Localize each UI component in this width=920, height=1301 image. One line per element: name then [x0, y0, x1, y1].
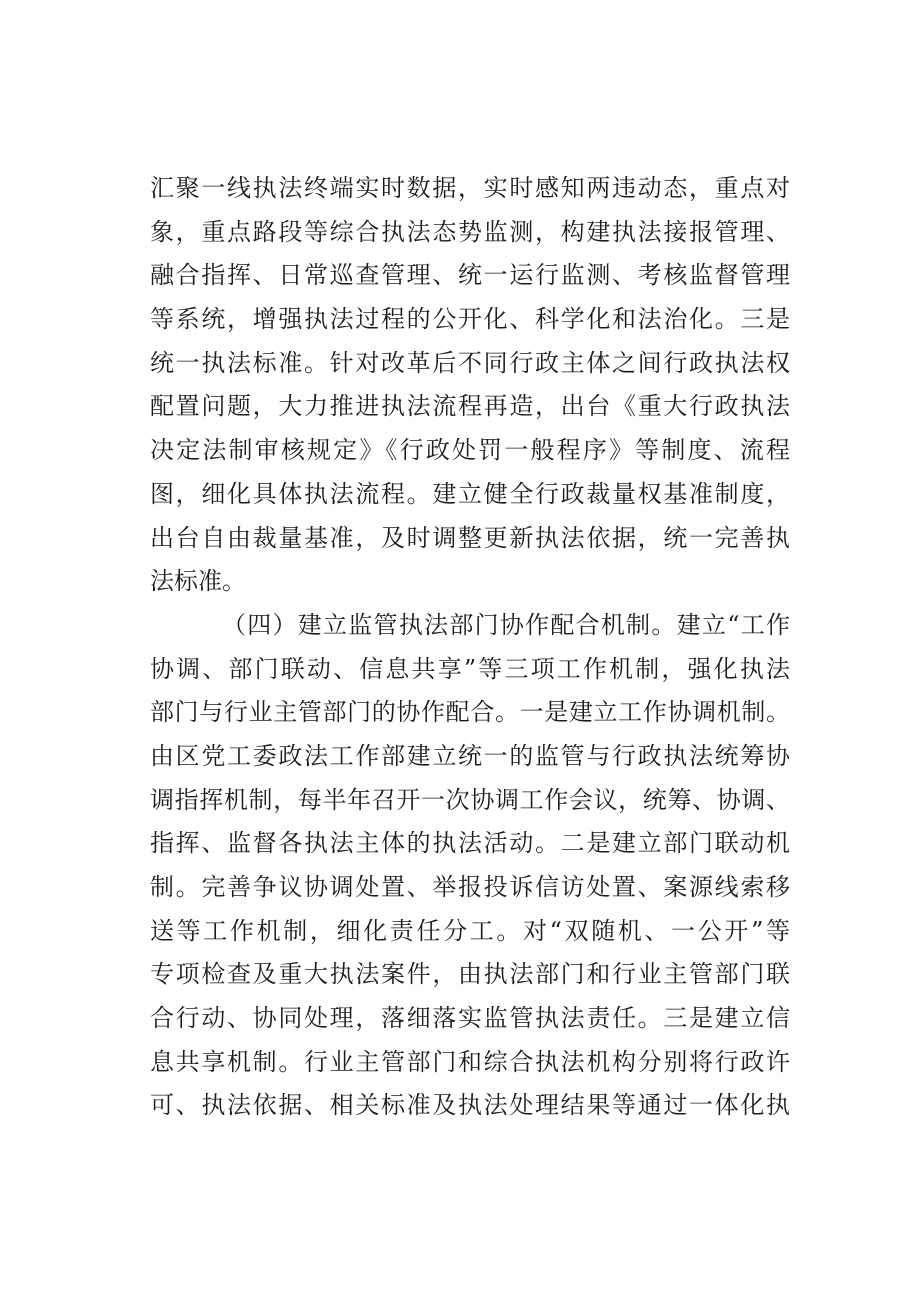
text-line: 融合指挥、日常巡查管理、统一运行监测、考核监督管理: [150, 261, 790, 290]
text-line: 法标准。: [150, 567, 246, 596]
text-line: 象，重点路段等综合执法态势监测，构建执法接报管理、: [150, 217, 790, 246]
text-line: 部门与行业主管部门的协作配合。一是建立工作协调机制。: [150, 698, 790, 727]
document-body: [150, 167, 790, 1128]
text-line: 配置问题，大力推进执法流程再造，出台《重大行政执法: [150, 392, 790, 421]
text-line: 送等工作机制，细化责任分工。对“双随机、一公开”等: [150, 916, 790, 945]
paragraph-coordination-mechanism: [150, 604, 790, 1128]
text-line: 图，细化具体执法流程。建立健全行政裁量权基准制度，: [150, 479, 790, 508]
text-line: （四）建立监管执法部门协作配合机制。建立“工作: [222, 610, 790, 639]
text-line: 协调、部门联动、信息共享”等三项工作机制，强化执法: [150, 654, 790, 683]
text-line: 调指挥机制，每半年召开一次协调工作会议，统筹、协调、: [150, 785, 790, 814]
text-line: 息共享机制。行业主管部门和综合执法机构分别将行政许: [150, 1047, 790, 1076]
paragraph-enforcement-standards: [150, 167, 790, 604]
text-line: 等系统，增强执法过程的公开化、科学化和法治化。三是: [150, 305, 790, 334]
text-line: 可、执法依据、相关标准及执法处理结果等通过一体化执: [150, 1091, 790, 1120]
text-line: 汇聚一线执法终端实时数据，实时感知两违动态，重点对: [150, 174, 790, 202]
text-line: 出台自由裁量基准，及时调整更新执法依据，统一完善执: [150, 523, 790, 552]
text-line: 制。完善争议协调处置、举报投诉信访处置、案源线索移: [150, 873, 790, 901]
text-line: 合行动、协同处理，落细落实监管执法责任。三是建立信: [150, 1004, 790, 1033]
text-line: 指挥、监督各执法主体的执法活动。二是建立部门联动机: [150, 829, 790, 858]
text-line: 由区党工委政法工作部建立统一的监管与行政执法统筹协: [150, 741, 790, 770]
text-line: 专项检查及重大执法案件，由执法部门和行业主管部门联: [150, 960, 790, 989]
text-line: 统一执法标准。针对改革后不同行政主体之间行政执法权: [150, 348, 790, 377]
text-line: 决定法制审核规定》《行政处罚一般程序》等制度、流程: [150, 436, 790, 465]
